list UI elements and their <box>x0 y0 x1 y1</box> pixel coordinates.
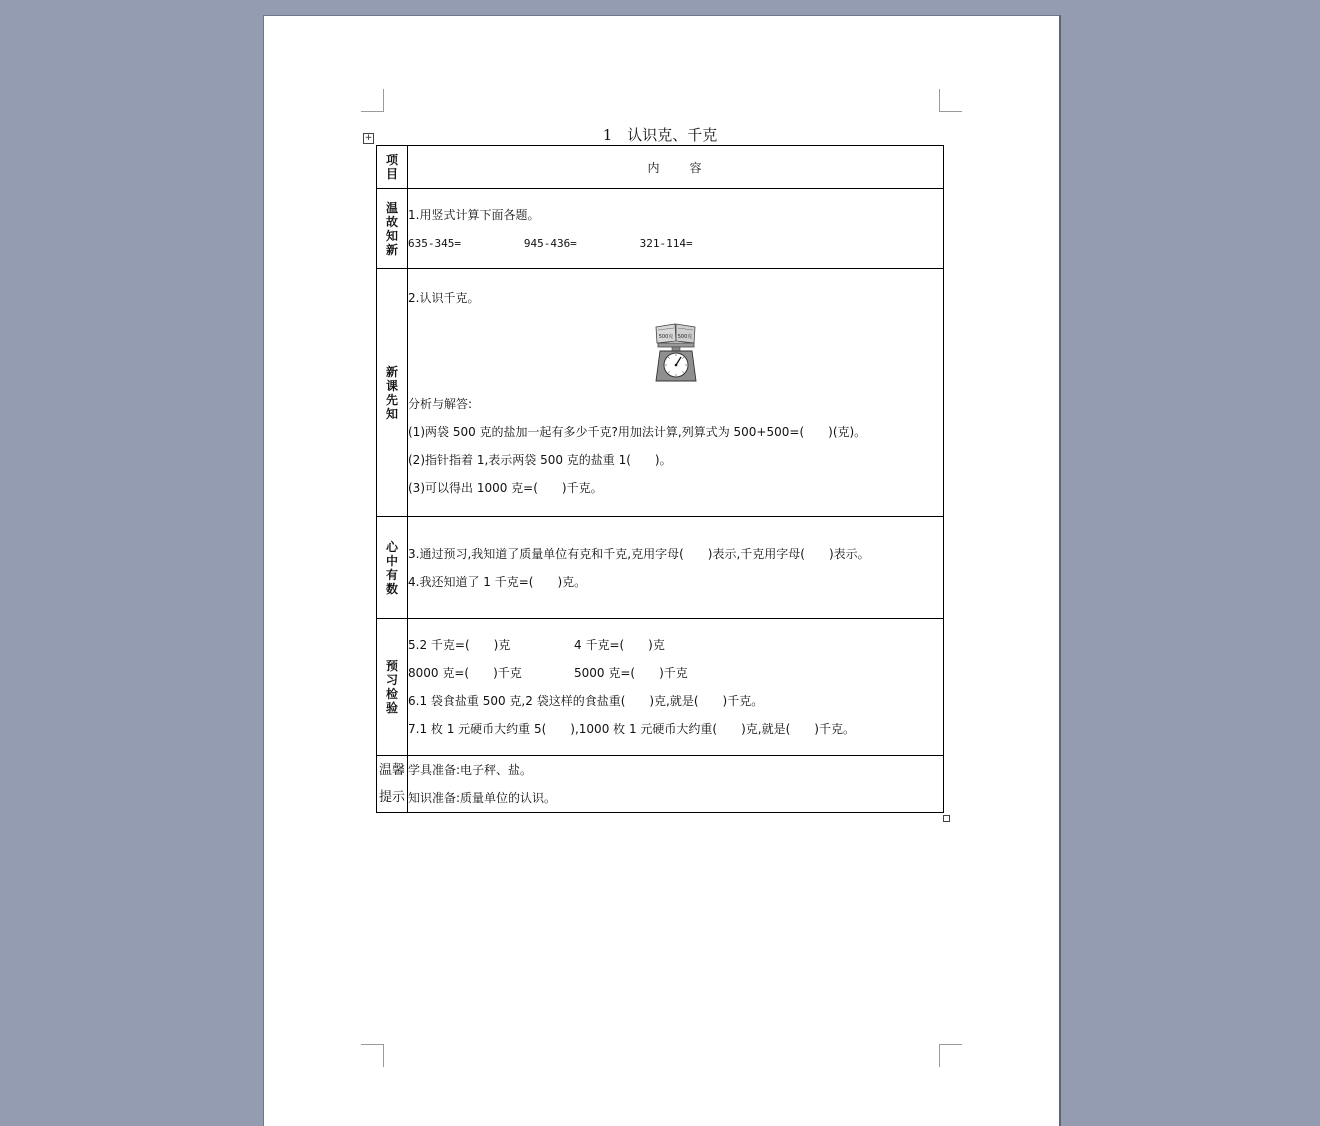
document-title: 1 认识克、千克 <box>602 126 718 144</box>
crop-mark-top-left <box>361 89 384 112</box>
header-content-cell[interactable]: 内 容 <box>408 146 944 189</box>
analysis-heading: 分析与解答: <box>408 396 473 411</box>
calculation-line <box>408 229 943 257</box>
question-line: 2.认识千克。 <box>408 290 480 305</box>
calculation-item: 635-345= <box>408 236 461 250</box>
bag-label: 500克 <box>658 333 673 340</box>
section-label: 温 故 知 新 <box>385 200 398 257</box>
crop-mark-bottom-right <box>939 1044 962 1067</box>
table-resize-handle[interactable] <box>943 815 950 822</box>
header-item-cell[interactable] <box>377 146 408 189</box>
tip-line: 学具准备:电子秤、盐。 <box>408 763 533 777</box>
exercise-pair-line <box>408 659 943 687</box>
exercise-item: 4 千克=( )克 <box>574 638 665 652</box>
exercise-line: 6.1 袋食盐重 500 克,2 袋这样的食盐重( )克,就是( )千克。 <box>408 694 764 708</box>
exercise-line: 7.1 枚 1 元硬币大约重 5( ),1000 枚 1 元硬币大约重( )克,就是( )千克。 <box>408 722 855 736</box>
section-content-cell[interactable] <box>408 756 944 813</box>
section-label-cell[interactable] <box>377 517 408 619</box>
table-header-row <box>377 146 944 189</box>
section-label-cell[interactable] <box>377 756 408 813</box>
calculation-item: 321-114= <box>639 236 693 250</box>
exercise-item: 8000 克=( )千克 <box>408 666 522 680</box>
exercise-item: 5000 克=( )千克 <box>574 666 688 680</box>
salt-bags-on-scale-icon <box>653 319 699 383</box>
section-label-cell[interactable] <box>377 619 408 756</box>
table-row <box>377 517 944 619</box>
exercise-item: 5.2 千克=( )克 <box>408 638 511 652</box>
question-line: 4.我还知道了 1 千克=( )克。 <box>408 574 587 589</box>
preview-table <box>376 145 944 813</box>
analysis-line: (2)指针指着 1,表示两袋 500 克的盐重 1( )。 <box>408 452 672 467</box>
section-label-cell[interactable] <box>377 269 408 517</box>
section-label: 预 习 检 验 <box>385 659 398 715</box>
section-label: 心 中 有 数 <box>385 539 398 596</box>
bag-label: 500克 <box>677 333 692 340</box>
analysis-line: (1)两袋 500 克的盐加一起有多少千克?用加法计算,列算式为 500+500=( )(克)。 <box>408 424 867 439</box>
section-content-cell[interactable] <box>408 269 944 517</box>
section-content-cell[interactable] <box>408 619 944 756</box>
analysis-line: (3)可以得出 1000 克=( )千克。 <box>408 480 603 495</box>
section-label-line: 温馨 <box>378 763 405 778</box>
section-content-cell[interactable] <box>408 189 944 269</box>
table-row <box>377 619 944 756</box>
scale-image <box>408 312 943 390</box>
crop-mark-top-right <box>939 89 962 112</box>
question-line: 1.用竖式计算下面各题。 <box>408 207 540 222</box>
section-label-line: 提示 <box>378 790 405 805</box>
section-content-cell[interactable] <box>408 517 944 619</box>
calculation-item: 945-436= <box>523 236 577 250</box>
tip-line: 知识准备:质量单位的认识。 <box>408 791 557 805</box>
table-row <box>377 756 944 813</box>
table-row <box>377 189 944 269</box>
section-label-cell[interactable] <box>377 189 408 269</box>
section-label: 新 课 先 知 <box>385 364 398 421</box>
crop-mark-bottom-left <box>361 1044 384 1067</box>
question-line: 3.通过预习,我知道了质量单位有克和千克,克用字母( )表示,千克用字母( )表示。 <box>408 546 870 561</box>
table-row <box>377 269 944 517</box>
header-item-label: 项 目 <box>385 153 398 181</box>
table-move-handle-icon[interactable]: + <box>364 133 373 143</box>
exercise-pair-line <box>408 631 943 659</box>
document-page <box>263 15 1061 1126</box>
